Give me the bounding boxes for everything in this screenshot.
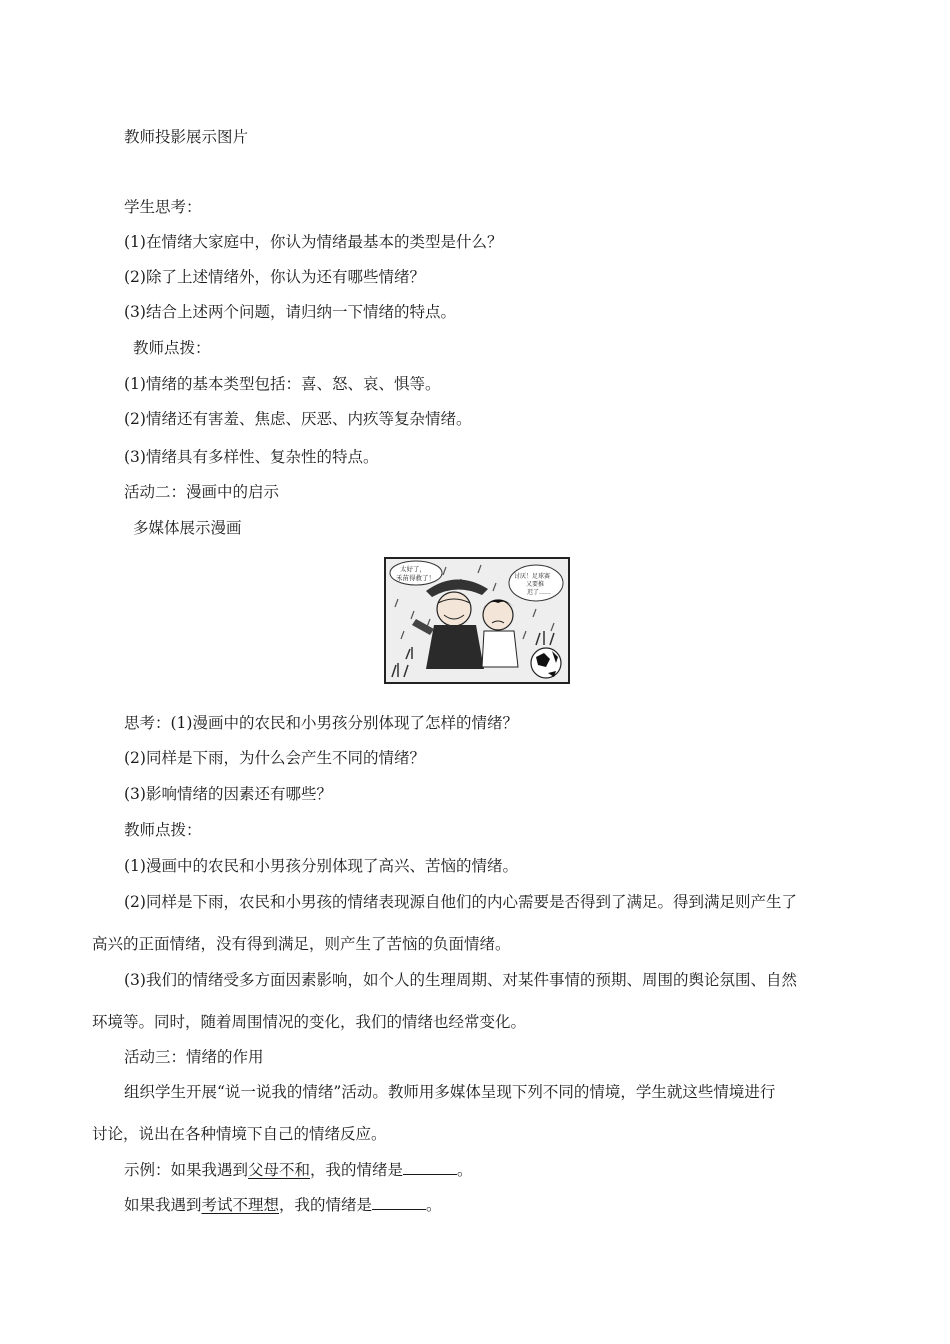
heading-student-thinking: 学生思考：	[124, 198, 202, 216]
example-2-end: 。	[426, 1196, 442, 1214]
guidance-1: (1)情绪的基本类型包括：喜、怒、哀、惧等。	[124, 375, 441, 393]
example-1-middle: ，我的情绪是	[310, 1161, 404, 1179]
guidance2-1: (1)漫画中的农民和小男孩分别体现了高兴、苦恼的情绪。	[124, 857, 518, 875]
thinking-question-3: (3)影响情绪的因素还有哪些？	[124, 785, 332, 803]
comic-bubble-right-line2: 又要推	[526, 581, 545, 588]
example-1-prefix: 示例：如果我遇到	[124, 1161, 249, 1179]
guidance-2: (2)情绪还有害羞、焦虑、厌恶、内疚等复杂情绪。	[124, 410, 472, 428]
guidance2-3-line2: 环境等。同时，随着周围情况的变化，我们的情绪也经常变化。	[92, 1013, 527, 1031]
example-1	[124, 1160, 473, 1180]
multimedia-comic-caption: 多媒体展示漫画	[133, 519, 242, 537]
thinking-question-1: 思考：(1)漫画中的农民和小男孩分别体现了怎样的情绪？	[124, 714, 518, 732]
comic-illustration	[384, 557, 570, 684]
example-2	[124, 1195, 442, 1215]
activity-3-desc-line2: 讨论，说出在各种情境下自己的情绪反应。	[92, 1125, 387, 1143]
question-2: (2)除了上述情绪外，你认为还有哪些情绪？	[124, 268, 425, 286]
heading-teacher-guidance: 教师点拨：	[133, 339, 211, 357]
activity-2-heading: 活动二：漫画中的启示	[124, 483, 280, 501]
caption-teacher-projection: 教师投影展示图片	[124, 128, 249, 146]
example-1-situation: 父母不和	[248, 1161, 311, 1179]
activity-3-heading: 活动三：情绪的作用	[124, 1048, 264, 1066]
heading-teacher-guidance-2: 教师点拨：	[124, 821, 202, 839]
example-2-middle: ，我的情绪是	[279, 1196, 373, 1214]
question-3: (3)结合上述两个问题，请归纳一下情绪的特点。	[124, 303, 456, 321]
example-2-situation: 考试不理想	[201, 1196, 280, 1214]
comic-bubble-left-line1: 太好了，	[400, 565, 426, 573]
guidance2-2-line1: (2)同样是下雨，农民和小男孩的情绪表现源自他们的内心需要是否得到了满足。得到满足则产生了	[124, 893, 797, 911]
comic-bubble-right-line3: 迟了……	[527, 589, 552, 596]
comic-bubble-left-line2: 禾苗得救了！	[396, 574, 435, 582]
activity-3-desc-line1: 组织学生开展“说一说我的情绪”活动。教师用多媒体呈现下列不同的情境，学生就这些情境进行	[124, 1083, 776, 1101]
comic-bubble-right-line1: 讨厌！足球赛	[514, 573, 551, 580]
example-1-blank	[403, 1160, 457, 1175]
example-1-end: 。	[457, 1161, 473, 1179]
example-2-prefix: 如果我遇到	[124, 1196, 202, 1214]
guidance2-2-line2: 高兴的正面情绪，没有得到满足，则产生了苦恼的负面情绪。	[92, 935, 511, 953]
guidance-3: (3)情绪具有多样性、复杂性的特点。	[124, 448, 379, 466]
guidance2-3-line1: (3)我们的情绪受多方面因素影响，如个人的生理周期、对某件事情的预期、周围的舆论氛围、自然	[124, 971, 797, 989]
example-2-blank	[372, 1195, 426, 1210]
question-1: (1)在情绪大家庭中，你认为情绪最基本的类型是什么？	[124, 233, 503, 251]
thinking-question-2: (2)同样是下雨，为什么会产生不同的情绪？	[124, 749, 425, 767]
